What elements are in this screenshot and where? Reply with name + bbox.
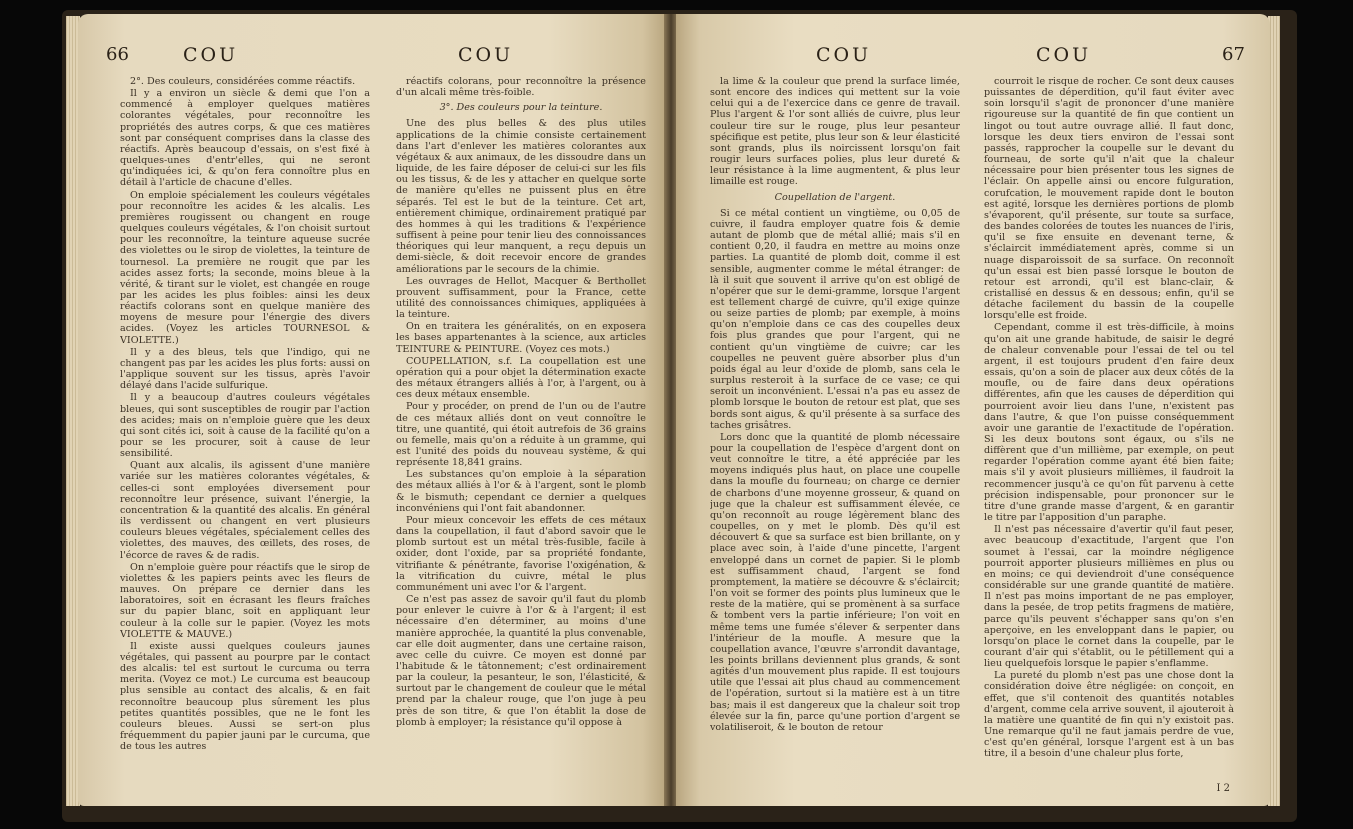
paragraph: COUPELLATION, s.f. La coupellation est une opération qui a pour objet la détermination exacte des métaux étrangers alliés à l'or, à l'argent, ou à ces deux métaux ensemble.	[396, 355, 646, 401]
paragraph: Il y a environ un siècle & demi que l'on a commencé à employer quelques matières colorantes végétales, pour reconnoître les propriétés des autres corps, & que ces matières sont par conséquent comprises dans la classe des réactifs. Après beaucoup d'essais, on s'est fixé à quelques-unes d'entr'elles, qui ne seront qu'indiquées ici, & qu'on fera connoître plus en détail à l'article de chacune d'elles.	[120, 88, 370, 189]
paragraph: On emploie spécialement les couleurs végétales pour reconnoître les acides & les alcalis. Les premières rougissent ou changent en rouge quelques couleurs végétales, & l'on choisit surtout pour les reconnoître, la teinture aqueuse sucrée des violettes ou le sirop de violettes, la teinture de tournesol. La première ne rougit que par les acides assez forts; la seconde, moins bleue à la vérité, & tirant sur le violet, est changée en rouge par les acides les plus foibles: ainsi les deux réactifs colorans sont en quelque manière des moyens de mesure pour l'énergie des divers acides. (Voyez les articles TOURNESOL & VIOLETTE.)	[120, 189, 370, 346]
left-column-1	[120, 76, 370, 806]
paragraph: la lime & la couleur que prend la surface limée, sont encore des indices qui mettent sur la voie celui qui a de l'exercice dans ce genre de travail. Plus l'argent & l'or sont alliés de cuivre, plus leur couleur tire sur le rouge, plus leur pesanteur spécifique est petite, plus leur son & leur élasticité sont grands, plus ils noircissent lorsqu'on fait rougir leurs surfaces polies, plus leur dureté & leur résistance à la lime augmentent, & plus leur limaille est rouge.	[710, 76, 960, 188]
paragraph: La pureté du plomb n'est pas une chose dont la considération doive être négligée: on conçoit, en effet, que s'il contenoit des quantités notables d'argent, comme cela arrive souvent, il ajouteroit à la matière une quantité de fin qui n'y existoit pas. Une remarque qu'il ne faut jamais perdre de vue, c'est qu'en général, lorsque l'argent est à un bas titre, il a besoin d'une chaleur plus forte,	[984, 670, 1234, 760]
paragraph: Lors donc que la quantité de plomb nécessaire pour la coupellation de l'espèce d'argent dont on veut connoître le titre, a été appréciée par les moyens indiqués plus haut, on place une coupelle dans la moufle du fourneau; on charge ce dernier de charbons d'une moyenne grosseur, & quand on juge que la chaleur est suffisamment élevée, ce qu'on reconnoît au rouge légèrement blanc des coupelles, on y met le plomb. Dès qu'il est découvert & que sa surface est bien brillante, on y place avec soin, à l'aide d'une pincette, l'argent enveloppé dans un cornet de papier. Si le plomb est suffisamment chaud, l'argent se fond promptement, la matière se découvre & s'éclaircit; l'on voit se former des points plus lumineux que le reste de la matière, qui se promènent à sa surface & tombent vers la partie inférieure; l'on voit en même tems une fumée s'élever & serpenter dans l'intérieur de la moufle. A mesure que la coupellation avance, l'œuvre s'arrondit davantage, les points brillans deviennent plus grands, & sont agités d'un mouvement plus rapide. Il est toujours utile que l'essai ait plus chaud au commencement de l'opération, surtout si la matière est à un titre bas; mais il est dangereux que la chaleur soit trop élevée sur la fin, parce qu'une portion d'argent se volatiliseroit, & le bouton de retour	[710, 431, 960, 733]
running-head-left-2: COU	[458, 44, 514, 66]
right-page	[676, 14, 1270, 806]
paragraph: Cependant, comme il est très-difficile, à moins qu'on ait une grande habitude, de saisir le degré de chaleur convenable pour l'essai de tel ou tel argent, il est toujours prudent d'en faire deux essais, qu'on a soin de placer aux deux côtés de la moufle, ou de faire dans deux opérations différentes, afin que les causes de déperdition qui pourroient avoir lieu dans l'une, n'existent pas dans l'autre, & que l'on puisse conséquemment avoir une garantie de l'exactitude de l'opération. Si les deux boutons sont égaux, ou s'ils ne diffèrent que d'un millième, par exemple, on peut regarder l'opération comme ayant été bien faite; mais s'il y avoit plusieurs millièmes, il faudroit la recommencer jusqu'à ce qu'on fût parvenu à cette précision indispensable, pour prononcer sur le titre d'une grande masse d'argent, & en garantir le titre par l'apposition d'un paraphe.	[984, 322, 1234, 524]
paragraph: Les ouvrages de Hellot, Macquer & Berthollet prouvent suffisamment, pour la France, cette utilité des connoissances chimiques, appliquées à la teinture.	[396, 275, 646, 321]
paragraph: On en traitera les généralités, on en exposera les bases appartenantes à la science, aux articles TEINTURE & PEINTURE. (Voyez ces mots.)	[396, 321, 646, 355]
paragraph: Pour y procéder, on prend de l'un ou de l'autre de ces métaux alliés dont on veut connoître le titre, une quantité, qui étoit autrefois de 36 grains ou femelle, mais qu'on a réduite à un gramme, qui est l'unité des poids du nouveau système, & qui représente 18,841 grains.	[396, 401, 646, 469]
running-head-right-1: COU	[816, 44, 872, 66]
right-column-1	[710, 76, 960, 806]
paragraph: réactifs colorans, pour reconnoître la présence d'un alcali même très-foible.	[396, 76, 646, 99]
paragraph: Quant aux alcalis, ils agissent d'une manière variée sur les matières colorantes végétales, & celles-ci sont employées diversement pour reconnoître leur présence, suivant l'énergie, la concentration & la quantité des alcalis. En général ils verdissent ou changent en vert plusieurs couleurs bleues végétales, spécialement celles des violettes, des mauves, des œillets, des roses, de l'écorce de raves & de radis.	[120, 460, 370, 561]
paragraph: Ce n'est pas assez de savoir qu'il faut du plomb pour enlever le cuivre à l'or & à l'argent; il est nécessaire d'en déterminer, au moins d'une manière approchée, la quantité la plus convenable, car elle doit augmenter, dans une certaine raison, avec celle du cuivre. Ce moyen est donné par l'habitude & le tâtonnement; c'est ordinairement par la couleur, la pesanteur, le son, l'élasticité, & surtout par le changement de couleur que le métal prend par la chaleur rouge, que l'on juge à peu près de son titre, & que l'on établit la dose de plomb à employer; la résistance qu'il oppose à	[396, 594, 646, 728]
paragraph: Une des plus belles & des plus utiles applications de la chimie consiste certainement dans l'art d'enlever les matières colorantes aux végétaux & aux animaux, de les dissoudre dans un liquide, de les faire déposer de celui-ci sur les fils ou les tissus, & de les y attacher en quelque sorte de manière qu'elles ne puissent plus en être séparés. Tel est le but de la teinture. Cet art, entièrement chimique, ordinairement pratiqué par des hommes à qui les traditions & l'expérience suffisent à peine pour tenir lieu des connoissances théoriques qui leur manquent, a reçu depuis un demi-siècle, & doit recevoir encore de grandes améliorations par le secours de la chimie.	[396, 118, 646, 275]
running-head-right-2: COU	[1036, 44, 1092, 66]
paragraph: 2°. Des couleurs, considérées comme réactifs.	[130, 76, 356, 87]
paragraph: Il n'est pas nécessaire d'avertir qu'il faut peser, avec beaucoup d'exactitude, l'argent que l'on soumet à l'essai, car la moindre négligence pourroit apporter plusieurs millièmes en plus ou en moins; ce qui deviendroit d'une conséquence considérable sur une grande quantité de matière. Il n'est pas moins important de ne pas employer, dans la pesée, de trop petits fragmens de matière, parce qu'ils peuvent s'échapper sans qu'on s'en aperçoive, en les enveloppant dans le papier, ou lorsqu'on place le cornet dans la coupelle, par le courant d'air qui s'établit, ou le pétillement qui a lieu quelquefois lorsque le papier s'enflamme.	[984, 524, 1234, 670]
paragraph: 3°. Des couleurs pour la teinture.	[439, 102, 603, 114]
paragraph: Il y a des bleus, tels que l'indigo, qui ne changent pas par les acides les plus forts: aussi on l'applique souvent sur les tissus, après l'avoir délayé dans l'acide sulfurique.	[120, 346, 370, 392]
left-column-2	[396, 76, 646, 806]
paragraph: courroit le risque de rocher. Ce sont deux causes puissantes de déperdition, qu'il faut éviter avec soin lorsqu'il s'agit de prononcer d'une manière rigoureuse sur la quantité de fin que contient un lingot ou tout autre ouvrage allié. Il faut donc, lorsque les deux tiers environ de l'essai sont passés, rapprocher la coupelle sur le devant du fourneau, de sorte qu'il n'ait que la chaleur nécessaire pour bien présenter tous les signes de l'éclair. On appelle ainsi ou encore fulguration, corufcation, le mouvement rapide dont le bouton est agité, lorsque les dernières portions de plomb s'évaporent, qu'il présente, sur toute sa surface, des bandes colorées de toutes les nuances de l'iris, qu'il se fixe ensuite en devenant terne, & s'éclaircit immédiatement après, comme si un nuage disparoissoit de sa surface. On reconnoît qu'un essai est bien passé lorsque le bouton de retour est arrondi, qu'il est blanc-clair, & cristallisé en dessus & en dessous; enfin, qu'il se détache facilement du bassin de la coupelle lorsqu'elle est froide.	[984, 76, 1234, 322]
paragraph: Coupellation de l'argent.	[774, 191, 896, 203]
paragraph: Pour mieux concevoir les effets de ces métaux dans la coupellation, il faut d'abord savoir que le plomb surtout est un métal très-fusible, facile à oxider, dont l'oxide, par sa propriété fondante, vitrifiante & pénétrante, favorise l'oxigénation, & la vitrification du cuivre, métal le plus communément uni avec l'or & l'argent.	[396, 514, 646, 593]
signature-mark: I 2	[1216, 783, 1230, 794]
paragraph: On n'emploie guère pour réactifs que le sirop de violettes & les papiers peints avec les fleurs de mauves. On prépare ce dernier dans les laboratoires, soit en écrasant les fleurs fraîches sur du papier blanc, soit en appliquant leur couleur à la colle sur le papier. (Voyez les mots VIOLETTE & MAUVE.)	[120, 561, 370, 640]
page-number-left: 66	[106, 44, 129, 65]
paragraph: Il existe aussi quelques couleurs jaunes végétales, qui passent au pourpre par le contact des alcalis: tel est surtout le curcuma ou terra merita. (Voyez ce mot.) Le curcuma est beaucoup plus sensible au contact des alcalis, & en fait reconnoître beaucoup plus sûrement les plus petites quantités possibles, que ne le font les couleurs bleues. Aussi se sert-on plus fréquemment du papier jauni par le curcuma, que de tous les autres	[120, 640, 370, 753]
paragraph: Les substances qu'on emploie à la séparation des métaux alliés à l'or & à l'argent, sont le plomb & le bismuth; cependant ce dernier a quelques inconvéniens qui l'ont fait abandonner.	[396, 469, 646, 514]
paragraph: Si ce métal contient un vingtième, ou 0,05 de cuivre, il faudra employer quatre fois & demie autant de plomb que de métal allié; mais s'il en contient 0,20, il faudra en mettre au moins onze parties. La quantité de plomb doit, comme il est sensible, augmenter comme le métal étranger: de là il suit que souvent il arrive qu'on est obligé de n'opérer que sur le demi-gramme, lorsque l'argent est tellement chargé de cuivre, qu'il exige quinze ou seize parties de plomb; par exemple, à moins qu'on n'emploie dans ce cas des coupelles deux fois plus grandes que pour l'argent, qui ne contient qu'un vingtième de cuivre; car les coupelles ne peuvent guère absorber plus d'un poids égal au leur d'oxide de plomb, sans cela le surplus resteroit à la surface de ce vase; ce qui seroit un inconvénient. L'essai n'a pas eu assez de plomb lorsque le bouton de retour est plat, que ses bords sont aigus, & qu'il présente à sa surface des taches grisâtres.	[710, 207, 960, 431]
right-column-2	[984, 76, 1234, 806]
page-number-right: 67	[1222, 44, 1245, 65]
running-head-left-1: COU	[183, 44, 239, 66]
left-page	[78, 14, 666, 806]
paragraph: Il y a beaucoup d'autres couleurs végétales bleues, qui sont susceptibles de rougir par l'action des acides; mais on n'emploie guère que les deux qui sont cités ici, soit à cause de la facilité qu'on a pour se les procurer, soit à cause de leur sensibilité.	[120, 392, 370, 460]
